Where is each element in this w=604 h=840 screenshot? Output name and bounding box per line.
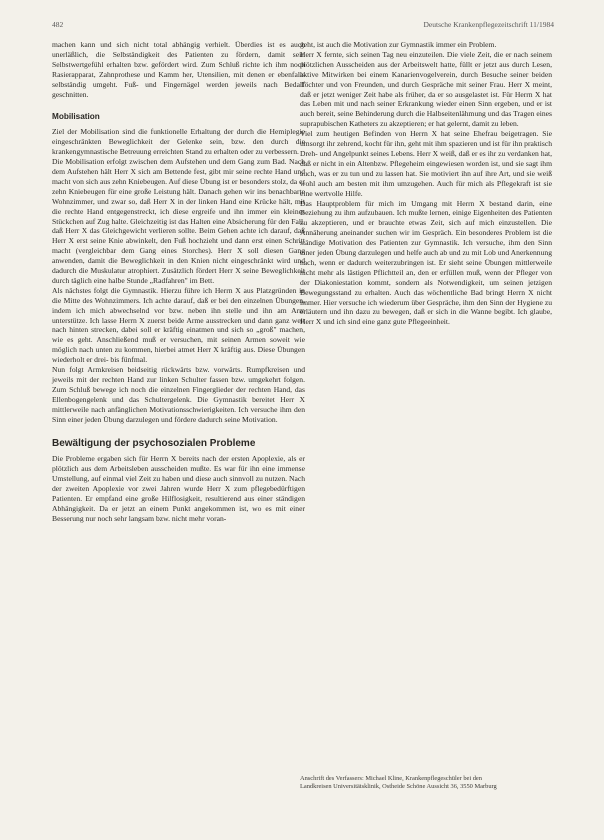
paragraph: machen kann und sich nicht total abhängig verhielt. Überdies ist es auch unerläßlich, die Selbständigkeit des Patienten zu fördern, damit sein Selbstwertgefühl erhalten bzw. gefördert wird. Zum Schluß richte ich ihm noch Rasierapparat, Zahnprothese und Kamm her, Utensilien, mit denen er ebenfalls selbständig umgeht. Fuß- und Fingernägel werden jeweils nach Bedarf geschnitten. [52,40,305,99]
paragraph: Die Mobilisation erfolgt zwischen dem Aufstehen und dem Gang zum Bad. Nach dem Aufstehen hält Herr X sich am Bettende fest, gibt mir seine rechte Hand und macht von sich aus zehn Kniebeugen. Auf diese Übung ist er besonders stolz, da er zehn Kniebeugen für eine große Leistung hält. Danach gehen wir ins benachbarte Wohnzimmer, und zwar so, daß Herr X in der linken Hand eine Krücke hält, mit die rechte Hand entgegenstreckt, ich diese ergreife und ihn immer ein kleines Stückchen auf Zug halte. Gleichzeitig ist das Halten eine Absicherung für den Fall, daß Herr X das Gleichgewicht verlieren sollte. Beim Gehen achte ich darauf, daß Herr X erst seine Knie abwinkelt, den Fuß hochzieht und dann erst einen Schritt macht (vergleichbar dem Gang eines Storches). Herr X soll diesen Gang anwenden, damit die Beweglichkeit in den Knien nicht eingeschränkt wird und dadurch die Muskulatur atrophiert. Zusätzlich fördert Herr X seine Beweglichkeit durch täglich eine halbe Stunde „Radfahren" im Bett. [52,157,305,285]
paragraph: Als nächstes folgt die Gymnastik. Hierzu führe ich Herrn X aus Platzgründen in die Mitte des Wohnzimmers. Ich achte darauf, daß er bei den einzelnen Übungen, indem ich mich abwechselnd vor bzw. neben ihn stelle und ihn am Arm unterstütze. Ich lasse Herrn X zuerst beide Arme ausstrecken und dann ganz weit nach hinten strecken, dabei soll er kräftig einatmen und sich so „groß" machen, wie es geht. Anschließend muß er versuchen, mit seinen Armen soweit wie möglich nach unten zu kommen, hierbei atmet Herr X kräftig aus. Diese Übungen wiederholt er drei- bis fünfmal. [52,285,305,365]
running-header [52,20,554,32]
left-column [52,40,305,524]
right-column [300,40,552,327]
section-heading-psychosocial: Bewältigung der psychosozialen Probleme [52,437,256,449]
author-address: Anschrift des Verfassers: Michael Kline, Krankenpflegeschüler bei den Landkreisen Universitätsklinik, Ostheide Schöne Aussicht 36, 3550 Marburg [300,775,497,790]
paragraph: geht, ist auch die Motivation zur Gymnastik immer ein Problem. [300,40,497,49]
page-number: 482 [52,20,64,29]
section-heading-mobilisation: Mobilisation [52,112,100,122]
paragraph: Die Probleme ergaben sich für Herrn X bereits nach der ersten Apoplexie, als er plötzlich aus dem Arbeitsleben ausscheiden mußte. Es war für ihn eine immense Umstellung, auf einmal viel Zeit zu haben und diese auch sinnvoll zu nutzen. Nach der zweiten Apoplexie vor zwei Jahren wurde Herr X zum pflegebedürftigen Patienten. Er empfand eine große Hilflosigkeit, resultierend aus einer ständigen Abhängigkeit. Da er jetzt an einem Punkt angekommen ist, wo es mit einer Besserung nur noch sehr langsam bzw. nicht mehr voran- [52,454,305,523]
paragraph: Nun folgt Armkreisen beidseitig rückwärts bzw. vorwärts. Rumpfkreisen und jeweils mit der rechten Hand zur linken Schulter fassen bzw. umgekehrt folgen. Zum Schluß bewege ich noch die einzelnen Fingerglieder der rechten Hand, das Ellenbogengelenk und das Schultergelenk. Die Gymnastik bereitet Herr X mittlerweile nach anfänglichen Motivationsschwierigkeiten. Ich versuche ihm den Sinn einer jeden Übung darzulegen und fördere dadurch seine Motivation. [52,365,305,424]
journal-title: Deutsche Krankenpflegezeitschrift 11/1984 [423,20,554,29]
paragraph: Viel zum heutigen Befinden von Herrn X hat seine Ehefrau beigetragen. Sie umsorgt ihr zehrend, kocht für ihn, geht mit ihm spazieren und ist für ihn praktisch Dreh- und Angelpunkt seines Lebens. Herr X weiß, daß er es ihr zu verdanken hat, daß er nicht in ein Altenbzw. Pflegeheim eingewiesen worden ist, und sie sagt ihm auch, was er zu tun und zu lassen hat. Sie motiviert ihn auf ihre Art, und sie weiß wohl auch am besten mit ihm umzugehen. Auch für mich als Pflegekraft ist sie eine wertvolle Hilfe. [300,129,552,198]
paragraph: Ziel der Mobilisation sind die funktionelle Erhaltung der durch die Hemiplegie eingeschränkten Beweglichkeit der Gelenke sein, bzw. den durch die krankengymnastische Betreuung erreichten Stand zu erhalten oder zu verbessern. [52,127,305,157]
paragraph: Das Hauptproblem für mich im Umgang mit Herrn X bestand darin, eine Beziehung zu ihm aufzubauen. Ich mußte lernen, einige Eigenheiten des Patienten zu akzeptieren, und er brauchte etwas Zeit, sich auf mich einzustellen. Die Annäherung aneinander suchen wir im Gespräch. Ein besonderes Problem ist die ständige Motivation des Patienten zur Gymnastik. Ich versuche, ihm den Sinn einer jeden Übung darzulegen und helfe auch ab und zu mit Lob und Anerkennung nach, wenn er dadurch weiterzubringen ist. Er sieht seine Übungen mittlerweile nicht mehr als lästigen Pflichtteil an, den er erfüllen muß, wenn der Pfleger von der Diakoniestation kommt, sondern als Notwendigkeit, um seinen jetzigen Bewegungsstand zu erhalten. Auch das wöchentliche Bad bringt Herrn X nicht immer. Hier versuche ich wiederum über Gespräche, ihm den Sinn der Hygiene zu erläutern und ihn dazu zu bewegen, daß er sich in die Wanne begibt. Ich glaube, Herr X und ich sind eine ganz gute Pflegeeinheit. [300,198,552,327]
paragraph: Herr X fernte, sich seinen Tag neu einzuteilen. Die viele Zeit, die er nach seinem plötzlichen Ausscheiden aus der Arbeitswelt hatte, füllt er jetzt aus durch Lesen, aktive Mitwirken bei einem Kanarienvogelverein, durch Besuche seiner beiden Töchter und von Freunden, und durch Gespräche mit seiner Frau. Herr X meint, daß er jetzt weniger Zeit habe als früher, da er so ausgelastet ist. Für Herrn X hat das Leben mit und nach seiner Erkrankung wieder einen Sinn ergeben, und er ist auch bereit, seine Behinderung durch die Halbseitenlähmung und das Tragen eines suprapubischen Katheters zu akzeptieren; er hat gelernt, damit zu leben. [300,49,552,129]
